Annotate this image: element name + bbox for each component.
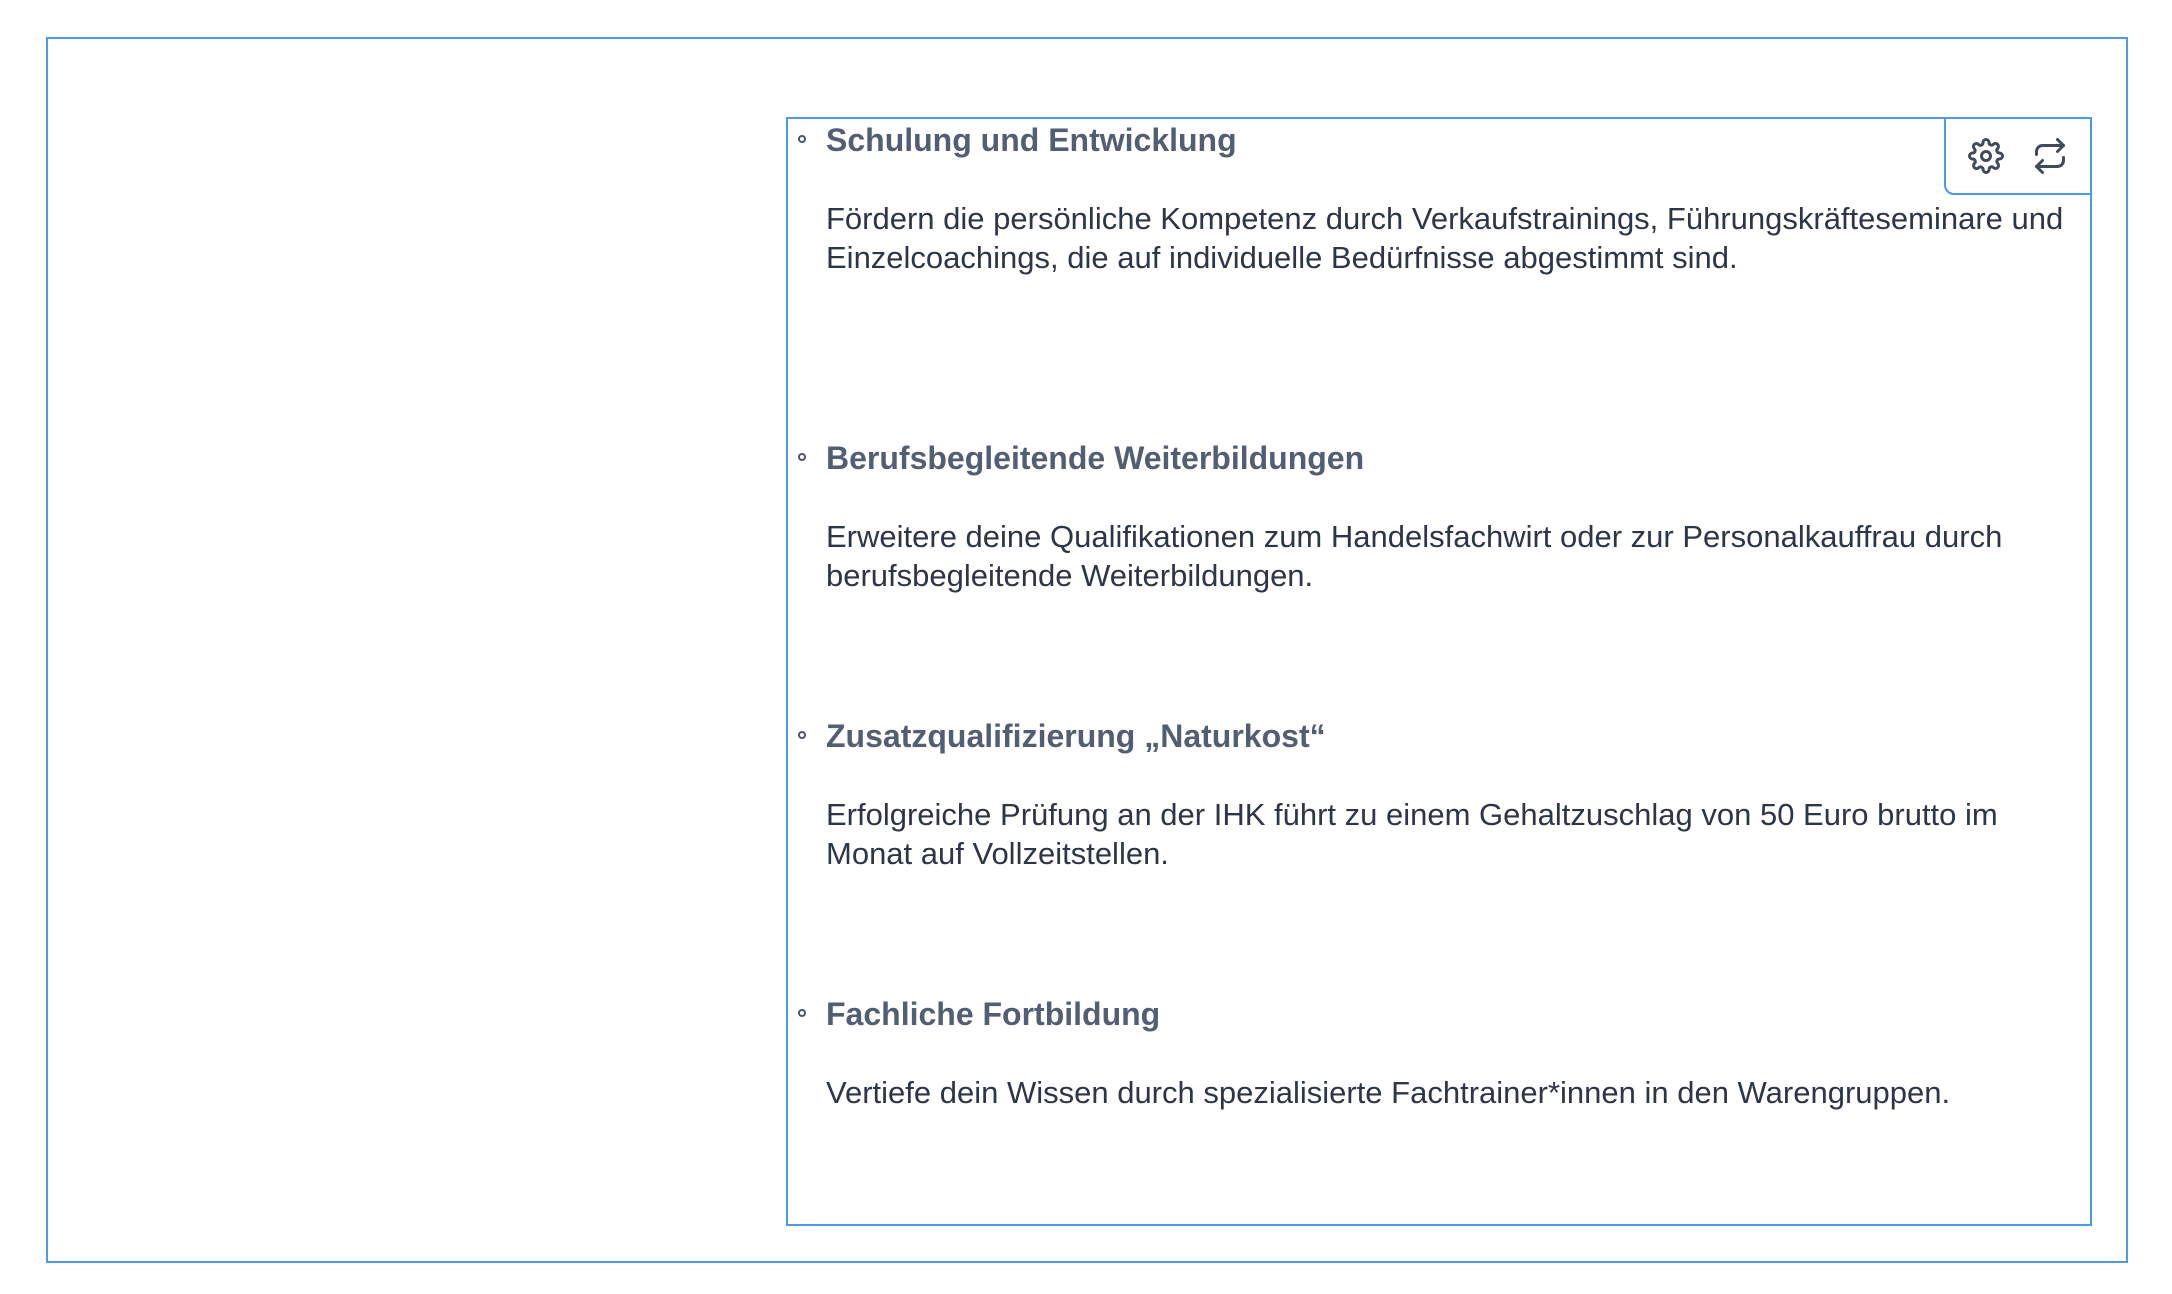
bullet-icon (798, 453, 806, 461)
item-text: Erweitere deine Qualifikationen zum Handelsfachwirt oder zur Personalkauffrau durch berufsbegleitende Weiterbildungen. (826, 519, 2003, 593)
settings-button[interactable] (1960, 130, 2012, 182)
switch-layout-button[interactable] (2024, 130, 2076, 182)
item-text: Vertiefe dein Wissen durch spezialisierte Fachtrainer*innen in den Warengruppen. (826, 1075, 1951, 1110)
bullet-icon (798, 1009, 806, 1017)
repeat-icon (2032, 138, 2068, 174)
item-text: Erfolgreiche Prüfung an der IHK führt zu einem Gehaltzuschlag von 50 Euro brutto im Monat auf Vollzeitstellen. (826, 797, 1998, 871)
item-title: Schulung und Entwicklung (826, 122, 1237, 158)
block-toolbar (1944, 117, 2092, 195)
item-title: Zusatzqualifizierung „Naturkost“ (826, 718, 1326, 754)
item-title: Berufsbegleitende Weiterbildungen (826, 440, 1365, 476)
bullet-icon (798, 731, 806, 739)
gear-icon (1968, 138, 2004, 174)
item-text: Fördern die persönliche Kompetenz durch Verkaufstrainings, Führungskräfteseminare und Einzelcoachings, die auf individuelle Bedürfnisse abgestimmt sind. (826, 201, 2064, 275)
item-title: Fachliche Fortbildung (826, 996, 1161, 1032)
benefits-list-block[interactable] (786, 117, 2092, 1226)
bullet-icon (798, 135, 806, 143)
